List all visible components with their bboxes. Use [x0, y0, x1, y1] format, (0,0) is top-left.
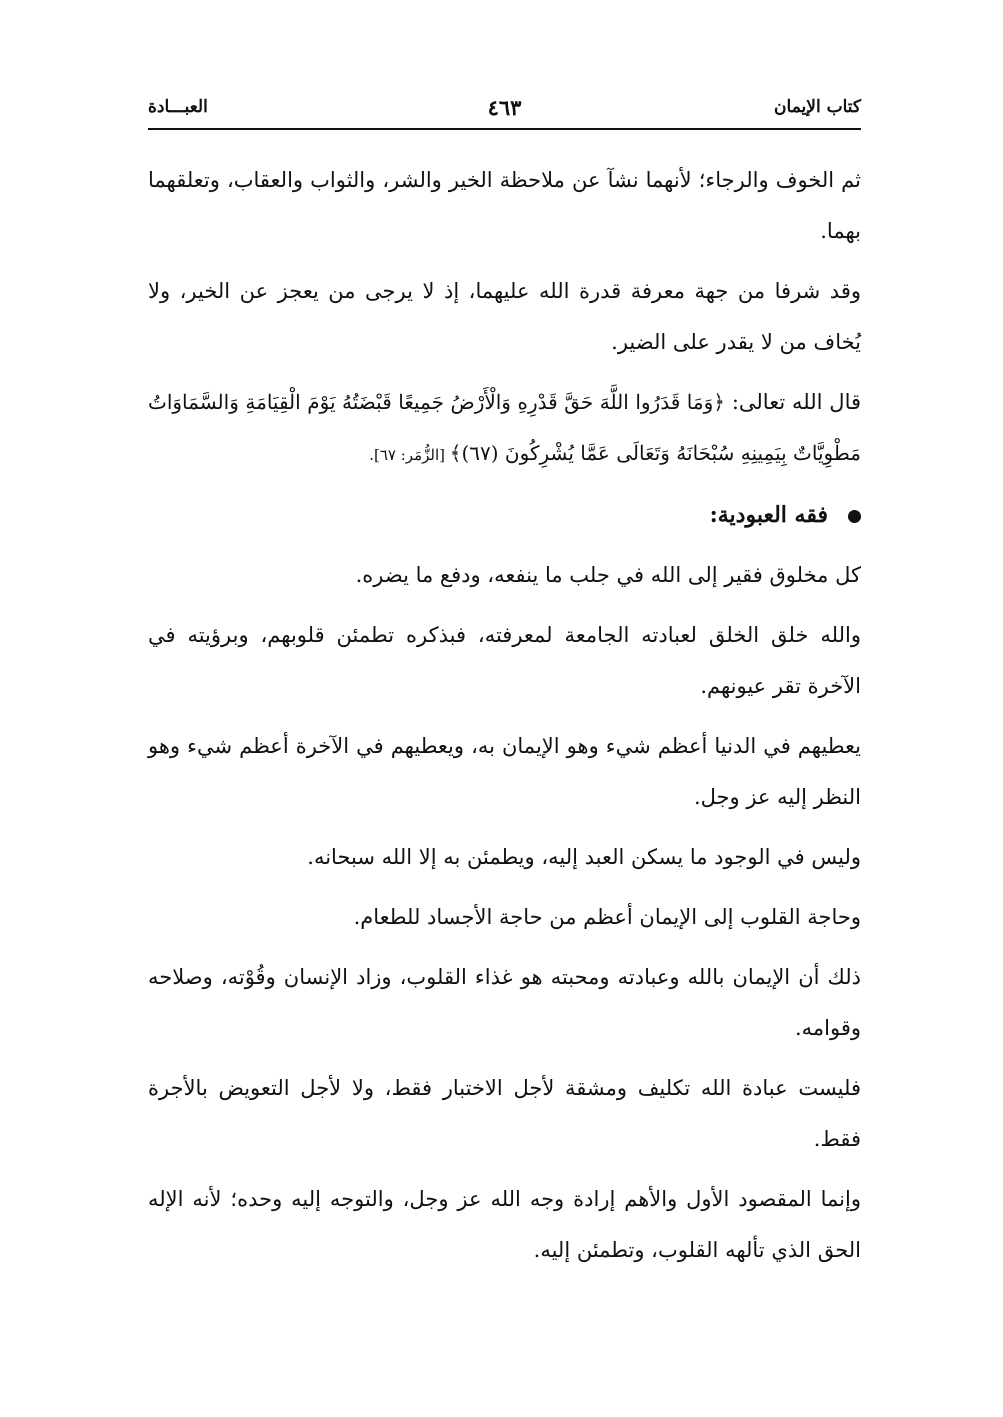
- header-divider: [148, 128, 861, 130]
- paragraph: فليست عبادة الله تكليف ومشقة لأجل الاختبار فقط، ولا لأجل التعويض بالأجرة فقط.: [148, 1076, 861, 1151]
- paragraph: ثم الخوف والرجاء؛ لأنهما نشآ عن ملاحظة الخير والشر، والثواب والعقاب، وتعلقهما بهما.: [148, 168, 861, 243]
- section-title: العبـــادة: [148, 97, 208, 117]
- paragraph: والله خلق الخلق لعبادته الجامعة لمعرفته، فبذكره تطمئن قلوبهم، وبرؤيته في الآخرة تقر عيونهم.: [148, 623, 861, 698]
- verse-reference: [الزُّمَر: ٦٧].: [369, 446, 450, 464]
- paragraph: وقد شرفا من جهة معرفة قدرة الله عليهما، إذ لا يرجى من يعجز عن الخير، ولا يُخاف من لا يقدر على الضير.: [148, 279, 861, 354]
- paragraph: وإنما المقصود الأول والأهم إرادة وجه الله عز وجل، والتوجه إليه وحده؛ لأنه الإله الحق الذي تألهه القلوب، وتطمئن إليه.: [148, 1187, 861, 1262]
- page-header: [148, 95, 861, 129]
- paragraph: وليس في الوجود ما يسكن العبد إليه، ويطمئن به إلا الله سبحانه.: [307, 845, 861, 869]
- quran-verse: ﴿وَمَا قَدَرُوا اللَّهَ حَقَّ قَدْرِهِ وَالْأَرْضُ جَمِيعًا قَبْضَتُهُ يَوْمَ الْقِيَامَةِ وَالسَّمَاوَاتُ مَطْوِيَّاتٌ بِيَمِينِهِ سُبْحَانَهُ وَتَعَالَى عَمَّا يُشْرِكُونَ (٦٧)﴾: [148, 390, 861, 465]
- paragraph: ذلك أن الإيمان بالله وعبادته ومحبته هو غذاء القلوب، وزاد الإنسان وقُوْته، وصلاحه وقوامه.: [148, 965, 861, 1040]
- paragraph: وحاجة القلوب إلى الإيمان أعظم من حاجة الأجساد للطعام.: [353, 905, 861, 929]
- page-body: [148, 155, 861, 1285]
- quran-quote-paragraph: [148, 377, 861, 481]
- paragraph: يعطيهم في الدنيا أعظم شيء وهو الإيمان به، ويعطيهم في الآخرة أعظم شيء وهو النظر إليه عز وجل.: [148, 734, 861, 809]
- book-title: كتاب الإيمان: [774, 97, 861, 117]
- section-heading: [148, 490, 861, 541]
- quote-intro: قال الله تعالى:: [724, 390, 861, 414]
- paragraph: كل مخلوق فقير إلى الله في جلب ما ينفعه، ودفع ما يضره.: [355, 563, 861, 587]
- page-number: ٤٦٣: [487, 95, 522, 120]
- section-heading-text: فقه العبودية:: [709, 502, 828, 528]
- bullet-icon: [848, 510, 861, 523]
